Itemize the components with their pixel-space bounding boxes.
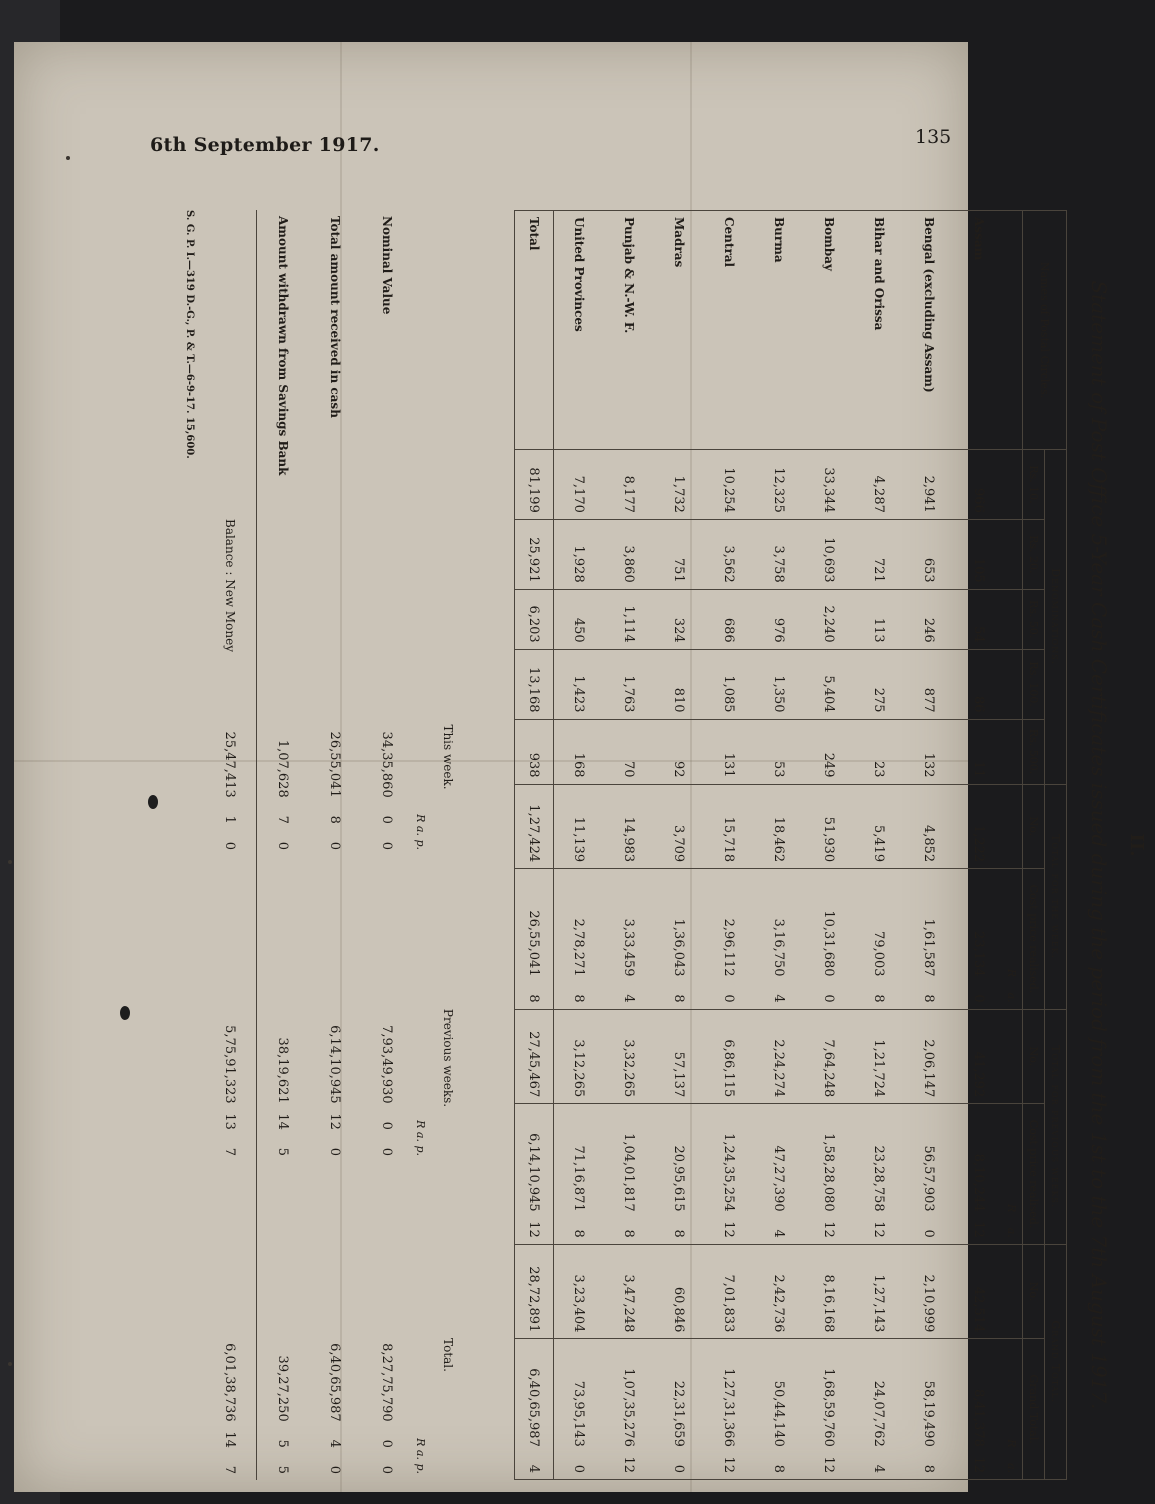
- previous-amount-annas: 12: [327, 1113, 343, 1130]
- previous-amount: [361, 954, 413, 1162]
- week-cost: [854, 869, 904, 1010]
- grand-total-rupees: 22,31,659: [671, 1380, 687, 1447]
- table-row: [604, 211, 654, 1480]
- certificates-table: [514, 210, 1067, 1480]
- grand-number: 7,01,833: [704, 1244, 754, 1339]
- this-week-amount: [309, 658, 361, 856]
- unit-a: a.: [414, 825, 428, 836]
- week-cost-annas: 8: [526, 994, 542, 1003]
- count-rs500: 53: [754, 719, 804, 784]
- previous-cost: [654, 1104, 704, 1245]
- count-rs500: 11: [954, 719, 1004, 784]
- grand-total-rupees: 1,68,59,760: [821, 1368, 837, 1447]
- previous-cost-annas: 4: [771, 1229, 787, 1238]
- week-cost-rupees: 1,61,587: [921, 918, 937, 977]
- total-amount: [257, 1230, 310, 1480]
- summary-row: [361, 210, 413, 1480]
- count-rs10: 4,287: [854, 450, 904, 520]
- grand-total-annas: 12: [971, 1456, 987, 1473]
- header-rs50: Rs. 50.: [1023, 589, 1045, 649]
- total-amount-pies: 0: [327, 1465, 343, 1474]
- grand-total: [804, 1339, 854, 1480]
- unit-r: R: [414, 1120, 428, 1129]
- this-week-amount-annas: 8: [327, 815, 343, 824]
- count-rs500: 132: [904, 719, 954, 784]
- previous-cost-annas: 8: [621, 1229, 637, 1238]
- previous-cost: [804, 1104, 854, 1245]
- unit-r: R: [1005, 1204, 1019, 1213]
- previous-cost-rupees: 6,14,10,945: [526, 1133, 542, 1212]
- table-row: [804, 211, 854, 1480]
- week-cost: [754, 869, 804, 1010]
- previous-cost: [854, 1104, 904, 1245]
- section-number: II.: [1126, 833, 1147, 857]
- week-cost-rupees: 1,36,043: [671, 918, 687, 977]
- week-cost-annas: 8: [921, 994, 937, 1003]
- count-rs100: 1,423: [554, 649, 605, 719]
- count-rs10: 81,199: [515, 450, 554, 520]
- count-rs500: 131: [704, 719, 754, 784]
- count-rs50: 246: [904, 589, 954, 649]
- table-row: [854, 211, 904, 1480]
- count-rs50: 686: [704, 589, 754, 649]
- table-row: [954, 211, 1004, 1480]
- week-cost-rupees: 2,78,271: [571, 918, 587, 977]
- week-cost: [554, 869, 605, 1010]
- week-cost: [654, 869, 704, 1010]
- previous-amount: [257, 954, 310, 1162]
- header-grand: Grand Total.: [1045, 1244, 1067, 1479]
- header-prev-no: No.: [1023, 1009, 1045, 1104]
- previous-cost: [604, 1104, 654, 1245]
- previous-amount-pies: 5: [275, 1147, 291, 1156]
- count-rs20: 3,758: [754, 519, 804, 589]
- count-rs500: 168: [554, 719, 605, 784]
- punch-hole: [120, 1006, 130, 1020]
- week-cost-annas: 4: [771, 994, 787, 1003]
- previous-amount-rupees: 5,75,91,323: [222, 1025, 238, 1104]
- header-rs10: Rs. 10.: [1023, 450, 1045, 520]
- previous-cost: [904, 1104, 954, 1245]
- count-rs100: 1,763: [604, 649, 654, 719]
- grand-total-annas: 4: [526, 1464, 542, 1473]
- this-week-amount-annas: 0: [379, 815, 395, 824]
- previous-amount-rupees: 6,14,10,945: [327, 1025, 343, 1104]
- week-cost-annas: 8: [871, 994, 887, 1003]
- grand-number: 1,27,143: [854, 1244, 904, 1339]
- week-number: 1,222: [954, 784, 1004, 869]
- week-cost-annas: 0: [821, 994, 837, 1003]
- count-rs10: 10,254: [704, 450, 754, 520]
- this-week-amount-rupees: 1,07,628: [275, 739, 291, 798]
- this-week-amount: [204, 658, 257, 856]
- header-postal-circles: Names of Postal Circles.: [1023, 211, 1067, 450]
- previous-amount-pies: 0: [327, 1147, 343, 1156]
- header-week-cost: Cost price realised.: [1023, 869, 1045, 1010]
- grand-total-rupees: 24,07,762: [871, 1380, 887, 1447]
- total-amount-pies: 0: [379, 1465, 395, 1474]
- header-rs20: Rs. 20.: [1023, 519, 1045, 589]
- grand-total-annas: 0: [571, 1464, 587, 1473]
- week-cost-annas: 8: [671, 994, 687, 1003]
- circle-name: Assam: [954, 211, 1004, 450]
- count-rs50: 113: [854, 589, 904, 649]
- table-row: [554, 211, 605, 1480]
- count-rs50: 6,203: [515, 589, 554, 649]
- week-cost-rupees: 3,16,750: [771, 918, 787, 977]
- unit-a: a.: [1005, 1462, 1019, 1473]
- page-date: 6th September 1917.: [150, 134, 380, 156]
- grand-total: [854, 1339, 904, 1480]
- balance-row: [204, 210, 257, 1480]
- count-rs500: 92: [654, 719, 704, 784]
- circle-name: Burma: [754, 211, 804, 450]
- rotated-statement: [175, 190, 1155, 1500]
- count-rs20: 751: [654, 519, 704, 589]
- previous-cost: [554, 1104, 605, 1245]
- table-row: [704, 211, 754, 1480]
- total-amount-pies: 5: [275, 1465, 291, 1474]
- count-rs20: 721: [854, 519, 904, 589]
- week-cost: [904, 869, 954, 1010]
- page-number: 135: [915, 126, 952, 148]
- circle-name: Bengal (excluding Assam): [904, 211, 954, 450]
- previous-cost-annas: 12: [871, 1221, 887, 1238]
- count-rs10: 12,325: [754, 450, 804, 520]
- this-week-amount-annas: 7: [275, 815, 291, 824]
- circle-name: Madras: [654, 211, 704, 450]
- grand-total-rupees: 73,95,143: [571, 1380, 587, 1447]
- printer-imprint: S. G. P. I.—319 D.-G., P. & T.—6-9-17. 15,600.: [184, 210, 195, 459]
- grand-total-rupees: 1,27,31,366: [721, 1368, 737, 1447]
- count-rs50: 54: [954, 589, 1004, 649]
- count-rs50: 324: [654, 589, 704, 649]
- total-amount-rupees: 8,27,75,790: [379, 1343, 395, 1422]
- count-rs500: 938: [515, 719, 554, 784]
- grand-total-rupees: 50,44,140: [771, 1380, 787, 1447]
- previous-cost: [754, 1104, 804, 1245]
- grand-total: [704, 1339, 754, 1480]
- previous-cost-annas: 8: [671, 1229, 687, 1238]
- units-row: [1004, 211, 1023, 1480]
- circle-name: Total: [515, 211, 554, 450]
- header-rs100: Rs. 100.: [1023, 649, 1045, 719]
- grand-total-annas: 4: [871, 1464, 887, 1473]
- total-amount-rupees: 6,01,38,736: [222, 1343, 238, 1422]
- total-amount-pies: 7: [222, 1465, 238, 1474]
- paper-speck: [8, 1362, 12, 1366]
- previous-cost-annas: 12: [721, 1221, 737, 1238]
- table-row: [754, 211, 804, 1480]
- circle-name: Bombay: [804, 211, 854, 450]
- this-week-amount-rupees: 25,47,413: [222, 731, 238, 798]
- header-rs500: Rs. 500.: [1023, 719, 1045, 784]
- count-rs20: 3,562: [704, 519, 754, 589]
- week-cost: [515, 869, 554, 1010]
- previous-amount: [309, 954, 361, 1162]
- week-cost-annas: 0: [721, 994, 737, 1003]
- this-week-amount-rupees: 34,35,860: [379, 731, 395, 798]
- previous-cost-annas: 12: [821, 1221, 837, 1238]
- week-cost-annas: 8: [571, 994, 587, 1003]
- table-row: [654, 211, 704, 1480]
- week-number: 1,27,424: [515, 784, 554, 869]
- count-rs50: 976: [754, 589, 804, 649]
- balance-label: Balance : New Money: [204, 210, 257, 658]
- previous-number: 3,32,265: [604, 1009, 654, 1104]
- circle-name: Central: [704, 211, 754, 450]
- count-rs100: 13,168: [515, 649, 554, 719]
- count-rs20: 25,921: [515, 519, 554, 589]
- week-number: 3,709: [654, 784, 704, 869]
- grand-number: 60,846: [654, 1244, 704, 1339]
- previous-cost-rupees: 1,24,35,254: [721, 1133, 737, 1212]
- summary-header-previous: Previous weeks.: [441, 1008, 455, 1108]
- this-week-amount-pies: 0: [222, 841, 238, 850]
- previous-number: 57,137: [654, 1009, 704, 1104]
- count-rs100: 1,350: [754, 649, 804, 719]
- header-previous: Total for previous weeks.: [1045, 1009, 1067, 1244]
- count-rs100: 1,085: [704, 649, 754, 719]
- total-amount-annas: 5: [275, 1439, 291, 1448]
- circle-name: United Provinces: [554, 211, 605, 450]
- previous-cost-rupees: 71,16,871: [571, 1145, 587, 1212]
- summary-label: Nominal Value: [380, 216, 394, 315]
- previous-number: 41,292: [954, 1009, 1004, 1104]
- grand-total-annas: 12: [721, 1456, 737, 1473]
- circle-name: Bihar and Orissa: [854, 211, 904, 450]
- total-amount: [361, 1230, 413, 1480]
- previous-cost-rupees: 47,27,390: [771, 1145, 787, 1212]
- total-amount-rupees: 6,40,65,987: [327, 1343, 343, 1422]
- summary-row: [257, 210, 310, 1480]
- header-prev-cost: Cost price realised.: [1023, 1104, 1045, 1245]
- header-grand-no: No.: [1023, 1244, 1045, 1339]
- grand-number: 42,514: [954, 1244, 1004, 1339]
- count-rs20: 3,860: [604, 519, 654, 589]
- previous-number: 2,06,147: [904, 1009, 954, 1104]
- unit-a: a.: [1005, 1227, 1019, 1238]
- grand-total-annas: 12: [821, 1456, 837, 1473]
- this-week-amount: [257, 658, 310, 856]
- this-week-amount-pies: 0: [327, 841, 343, 850]
- total-amount-annas: 0: [379, 1439, 395, 1448]
- count-rs500: 70: [604, 719, 654, 784]
- previous-number: 27,45,467: [515, 1009, 554, 1104]
- unit-p: p.: [414, 1145, 428, 1156]
- paper-speck: [66, 156, 70, 160]
- previous-cost: [515, 1104, 554, 1245]
- previous-cost-rupees: 56,57,903: [921, 1145, 937, 1212]
- header-week: Total for the week.: [1045, 784, 1067, 1009]
- grand-total-rupees: 1,07,35,276: [621, 1368, 637, 1447]
- count-rs100: 810: [654, 649, 704, 719]
- grand-total-annas: 8: [921, 1464, 937, 1473]
- count-rs100: 86: [954, 649, 1004, 719]
- summary-label: Total amount received in cash: [328, 216, 342, 418]
- previous-amount-pies: 0: [379, 1147, 395, 1156]
- grand-total: [554, 1339, 605, 1480]
- header-week-no: No.: [1023, 784, 1045, 869]
- previous-cost-annas: 8: [571, 1229, 587, 1238]
- week-number: 11,139: [554, 784, 605, 869]
- unit-r: R: [1005, 968, 1019, 978]
- grand-total-annas: 0: [671, 1464, 687, 1473]
- unit-p: p.: [414, 1463, 428, 1474]
- summary-table: [204, 210, 465, 1480]
- count-rs50: 450: [554, 589, 605, 649]
- previous-amount-rupees: 38,19,621: [275, 1037, 291, 1104]
- count-rs50: 2,240: [804, 589, 854, 649]
- week-number: 15,718: [704, 784, 754, 869]
- week-cost: [704, 869, 754, 1010]
- week-cost-rupees: 2,96,112: [721, 918, 737, 977]
- week-number: 18,462: [754, 784, 804, 869]
- this-week-amount-pies: 0: [275, 841, 291, 850]
- previous-cost-rupees: 1,58,28,080: [821, 1133, 837, 1212]
- count-rs10: 33,344: [804, 450, 854, 520]
- previous-cost-rupees: 23,28,758: [871, 1145, 887, 1212]
- grand-number: 2,10,999: [904, 1244, 954, 1339]
- total-amount: [309, 1230, 361, 1480]
- unit-r: R: [414, 814, 428, 823]
- count-rs100: 5,404: [804, 649, 854, 719]
- summary-row: [309, 210, 361, 1480]
- count-rs20: 10,693: [804, 519, 854, 589]
- week-number: 51,930: [804, 784, 854, 869]
- grand-total: [754, 1339, 804, 1480]
- grand-number: 2,42,736: [754, 1244, 804, 1339]
- grand-total-rupees: 58,19,490: [921, 1380, 937, 1447]
- week-cost-rupees: 10,31,680: [821, 910, 837, 977]
- count-rs50: 1,114: [604, 589, 654, 649]
- previous-cost-rupees: 8,10,244: [971, 1153, 987, 1212]
- week-number: 5,419: [854, 784, 904, 869]
- previous-number: 7,64,248: [804, 1009, 854, 1104]
- punch-hole: [148, 795, 158, 809]
- grand-total: [654, 1339, 704, 1480]
- unit-r: R: [414, 1438, 428, 1447]
- table-row: [904, 211, 954, 1480]
- grand-number: 28,72,891: [515, 1244, 554, 1339]
- previous-cost-annas: 12: [526, 1221, 542, 1238]
- total-amount: [204, 1230, 257, 1480]
- count-rs10: 966: [954, 450, 1004, 520]
- week-cost-annas: 4: [621, 994, 637, 1003]
- week-cost-rupees: 3,33,459: [621, 918, 637, 977]
- previous-number: 2,24,274: [754, 1009, 804, 1104]
- grand-number: 8,16,168: [804, 1244, 854, 1339]
- grand-total-rupees: 6,40,65,987: [526, 1368, 542, 1447]
- previous-cost: [704, 1104, 754, 1245]
- week-number: 14,983: [604, 784, 654, 869]
- grand-total-rupees: 8,41,378: [971, 1388, 987, 1447]
- previous-cost: [954, 1104, 1004, 1245]
- week-cost-annas: 0: [971, 994, 987, 1003]
- week-cost: [604, 869, 654, 1010]
- previous-amount: [204, 954, 257, 1162]
- unit-a: a.: [414, 1131, 428, 1142]
- previous-amount-annas: 13: [222, 1113, 238, 1130]
- week-cost-rupees: 26,55,041: [526, 910, 542, 977]
- unit-p: p.: [414, 839, 428, 850]
- paper-speck: [8, 860, 12, 864]
- circle-name: Punjab & N.-W. F.: [604, 211, 654, 450]
- grand-total: [515, 1339, 554, 1480]
- previous-amount-rupees: 7,93,49,930: [379, 1025, 395, 1104]
- unit-r: R: [1005, 1439, 1019, 1448]
- count-rs10: 2,941: [904, 450, 954, 520]
- this-week-amount-rupees: 26,55,041: [327, 731, 343, 798]
- count-rs10: 8,177: [604, 450, 654, 520]
- week-number: 4,852: [904, 784, 954, 869]
- total-amount-rupees: 39,27,250: [275, 1355, 291, 1422]
- summary-label: Amount withdrawn from Savings Bank: [276, 216, 290, 476]
- previous-number: 6,86,115: [704, 1009, 754, 1104]
- previous-amount-pies: 7: [222, 1147, 238, 1156]
- count-rs20: 653: [904, 519, 954, 589]
- count-rs500: 249: [804, 719, 854, 784]
- unit-a: a.: [1005, 992, 1019, 1003]
- week-cost-rupees: 23,134: [971, 931, 987, 977]
- count-rs10: 7,170: [554, 450, 605, 520]
- previous-cost-annas: 12: [971, 1221, 987, 1238]
- previous-cost-annas: 0: [921, 1229, 937, 1238]
- grand-total-annas: 12: [621, 1456, 637, 1473]
- total-row: [515, 211, 554, 1480]
- summary-header-this-week: This week.: [441, 724, 455, 790]
- count-rs10: 1,732: [654, 450, 704, 520]
- this-week-amount: [361, 658, 413, 856]
- grand-number: 3,23,404: [554, 1244, 605, 1339]
- header-grand-total: Grand Total.: [1023, 1339, 1045, 1480]
- week-cost: [954, 869, 1004, 1010]
- previous-amount-annas: 14: [275, 1113, 291, 1130]
- total-amount-annas: 14: [222, 1431, 238, 1448]
- unit-a: a.: [414, 1449, 428, 1460]
- week-cost-rupees: 79,003: [871, 931, 887, 977]
- count-rs500: 23: [854, 719, 904, 784]
- summary-header-total: Total.: [441, 1338, 455, 1372]
- grand-total-annas: 8: [771, 1464, 787, 1473]
- this-week-amount-annas: 1: [222, 815, 238, 824]
- this-week-amount-pies: 0: [379, 841, 395, 850]
- summary-units-row: [413, 210, 431, 1480]
- statement-title: Statement of Post Office 5-Year Cash Certificates issued during the period from the 1st to the 7th August 1917.: [1087, 280, 1111, 1410]
- previous-number: 3,12,265: [554, 1009, 605, 1104]
- header-denominations: Denominations.: [1045, 450, 1067, 785]
- total-amount-annas: 4: [327, 1439, 343, 1448]
- count-rs20: 1,928: [554, 519, 605, 589]
- previous-cost-rupees: 20,95,615: [671, 1145, 687, 1212]
- grand-total: [904, 1339, 954, 1480]
- previous-cost-rupees: 1,04,01,817: [621, 1133, 637, 1212]
- count-rs20: 105: [954, 519, 1004, 589]
- week-cost: [804, 869, 854, 1010]
- previous-amount-annas: 0: [379, 1121, 395, 1130]
- grand-number: 3,47,248: [604, 1244, 654, 1339]
- count-rs100: 877: [904, 649, 954, 719]
- grand-total: [954, 1339, 1004, 1480]
- grand-total: [604, 1339, 654, 1480]
- previous-number: 1,21,724: [854, 1009, 904, 1104]
- count-rs100: 275: [854, 649, 904, 719]
